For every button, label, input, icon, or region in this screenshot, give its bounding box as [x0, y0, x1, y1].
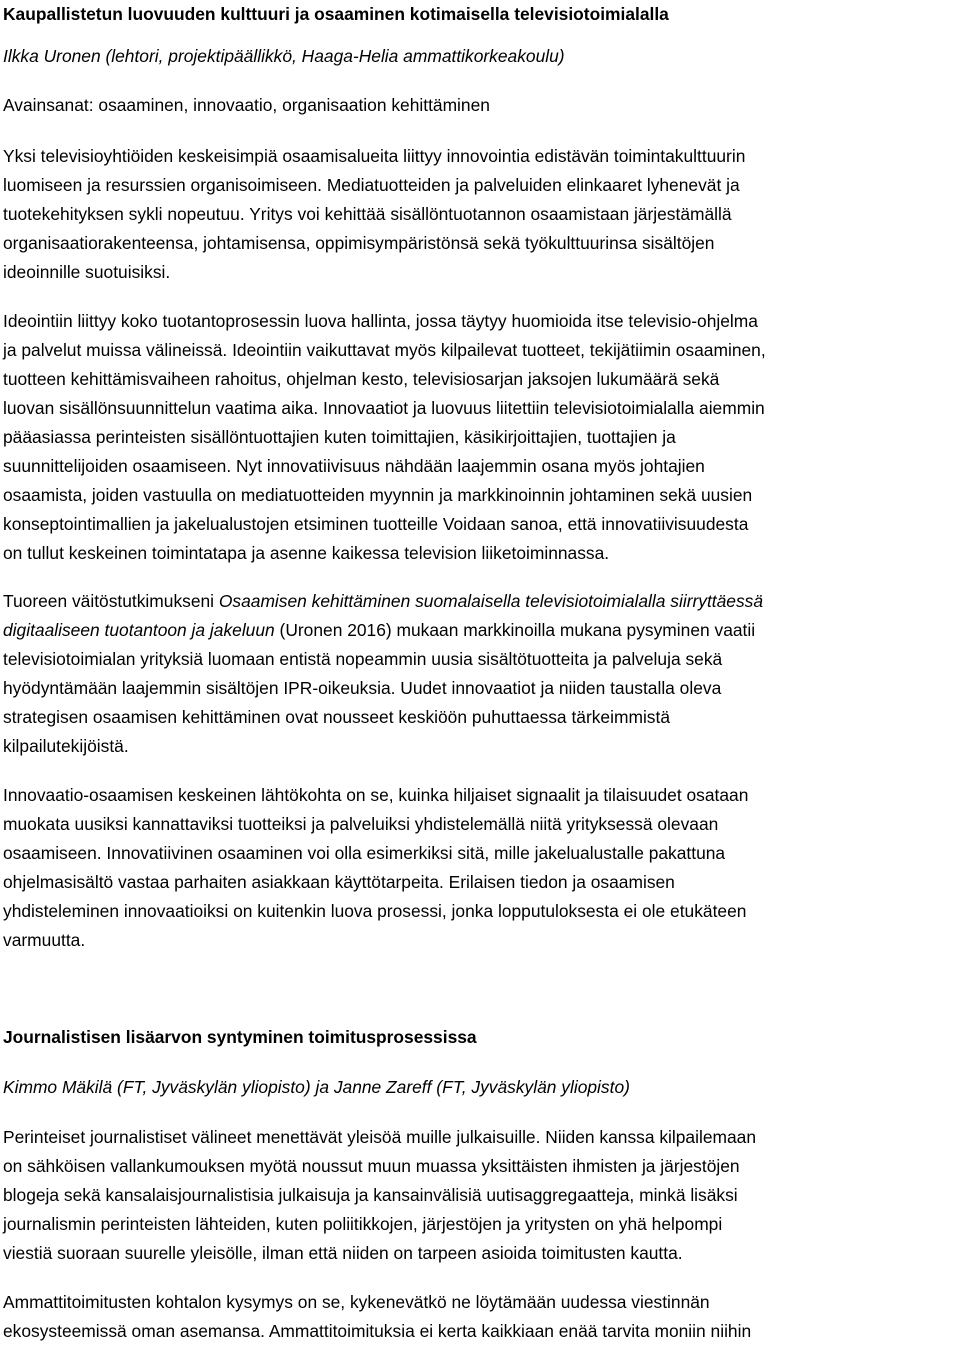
text-run: (Uronen 2016) mukaan markkinoilla mukana pysyminen vaatii	[274, 620, 756, 640]
article-author: Kimmo Mäkilä (FT, Jyväskylän yliopisto) ja Janne Zareff (FT, Jyväskylän yliopisto)	[3, 1077, 630, 1097]
text-line: televisiotoimialan yrityksiä luomaan entistä nopeammin uusia sisältötuotteita ja palveluja sekä	[3, 649, 723, 669]
paragraph-3	[3, 587, 763, 761]
paragraph-4	[3, 781, 748, 955]
text-line: konseptointimallien ja jakelualustojen etsiminen tuotteille Voidaan sanoa, että innovatiivisuudesta	[3, 514, 749, 534]
text-line: pääasiassa perinteisten sisällöntuottajien kuten toimittajien, käsikirjoittajien, tuottajien ja	[3, 427, 676, 447]
text-line: Innovaatio-osaamisen keskeinen lähtökohta on se, kuinka hiljaiset signaalit ja tilaisuudet osataan	[3, 785, 749, 805]
paragraph-1	[3, 142, 745, 287]
text-line: kilpailutekijöistä.	[3, 736, 129, 756]
text-line: luovan sisällönsuunnittelun vaatima aika. Innovaatiot ja luovuus liitettiin televisiotoimialalla aiemmin	[3, 398, 765, 418]
text-line: Ideointiin liittyy koko tuotantoprosessin luova hallinta, jossa täytyy huomioida itse televisio-ohjelma	[3, 311, 758, 331]
paragraph-5	[3, 1123, 756, 1268]
text-line: ja palvelut muissa välineissä. Ideointiin vaikuttavat myös kilpailevat tuotteet, tekijätiimin osaaminen,	[3, 340, 766, 360]
paragraph-6	[3, 1288, 751, 1346]
paragraph-2	[3, 307, 766, 568]
text-line: on sähköisen vallankumouksen myötä noussut muun muassa yksittäisten ihmisten ja järjestöjen	[3, 1156, 740, 1176]
text-line: tuotteen kehittämisvaiheen rahoitus, ohjelman kesto, televisiosarjan jaksojen lukumäärä sekä	[3, 369, 720, 389]
thesis-title: Osaamisen kehittäminen suomalaisella televisiotoimialalla siirryttäessä	[218, 591, 764, 611]
text-line: viestiä suoraan suurelle yleisölle, ilman että niiden on tarpeen asioida toimitusten kautta.	[3, 1243, 683, 1263]
text-line: osaamiseen. Innovatiivinen osaaminen voi olla esimerkiksi sitä, mille jakelualustalle pakattuna	[3, 843, 726, 863]
article-title: Journalistisen lisäarvon syntyminen toimitusprosessissa	[3, 1027, 477, 1047]
text-line: suunnittelijoiden osaamiseen. Nyt innovatiivisuus nähdään laajemmin osana myös johtajien	[3, 456, 705, 476]
text-line: Yksi televisioyhtiöiden keskeisimpiä osaamisalueita liittyy innovointia edistävän toimintakulttuurin	[3, 146, 746, 166]
text-line: luomiseen ja resurssien organisoimiseen. Mediatuotteiden ja palveluiden elinkaaret lyhenevät ja	[3, 175, 740, 195]
text-line: osaamista, joiden vastuulla on mediatuotteiden myynnin ja markkinoinnin johtaminen sekä uusien	[3, 485, 753, 505]
text-line: on tullut keskeinen toimintatapa ja asenne kaikessa television liiketoiminnassa.	[3, 543, 610, 563]
text-line: organisaatiorakenteensa, johtamisensa, oppimisympäristönsä sekä työkulttuurinsa sisältöjen	[3, 233, 715, 253]
text-run: Tuoreen väitöstutkimukseni	[3, 591, 219, 611]
thesis-title: digitaaliseen tuotantoon ja jakeluun	[3, 620, 275, 640]
text-line: journalismin perinteisten lähteiden, kuten poliitikkojen, järjestöjen ja yritysten on yhä helpompi	[3, 1214, 723, 1234]
text-line: blogeja sekä kansalaisjournalistisia julkaisuja ja kansainvälisiä uutisaggregaatteja, minkä lisäksi	[3, 1185, 738, 1205]
text-line: tuotekehityksen sykli nopeutuu. Yritys voi kehittää sisällöntuotannon osaamistaan järjestämällä	[3, 204, 732, 224]
text-line	[3, 587, 763, 616]
text-line: Perinteiset journalistiset välineet menettävät yleisöä muille julkaisuille. Niiden kanssa kilpailemaan	[3, 1127, 757, 1147]
article-title: Kaupallistetun luovuuden kulttuuri ja osaaminen kotimaisella televisiotoimialalla	[3, 4, 669, 24]
text-line: ekosysteemissä oman asemansa. Ammattitoimituksia ei kerta kaikkiaan enää tarvita moniin niihin	[3, 1321, 752, 1341]
article-keywords: Avainsanat: osaaminen, innovaatio, organisaation kehittäminen	[3, 95, 490, 115]
text-line: varmuutta.	[3, 930, 86, 950]
text-line: ideoinnille suotuisiksi.	[3, 262, 171, 282]
text-line: strategisen osaamisen kehittäminen ovat nousseet keskiöön puhuttaessa tärkeimmistä	[3, 707, 671, 727]
text-line: ohjelmasisältö vastaa parhaiten asiakkaan käyttötarpeita. Erilaisen tiedon ja osaamisen	[3, 872, 675, 892]
text-line: yhdisteleminen innovaatioiksi on kuitenkin luova prosessi, jonka lopputuloksesta ei ole etukäteen	[3, 901, 747, 921]
text-line: muokata uusiksi kannattaviksi tuotteiksi ja palveluiksi yhdistelemällä niitä yrityksessä olevaan	[3, 814, 719, 834]
text-line: hyödyntämään laajemmin sisältöjen IPR-oikeuksia. Uudet innovaatiot ja niiden taustalla oleva	[3, 678, 722, 698]
article-author: Ilkka Uronen (lehtori, projektipäällikkö, Haaga-Helia ammattikorkeakoulu)	[3, 46, 565, 66]
text-line: Ammattitoimitusten kohtalon kysymys on se, kykenevätkö ne löytämään uudessa viestinnän	[3, 1292, 710, 1312]
text-line	[3, 616, 763, 645]
